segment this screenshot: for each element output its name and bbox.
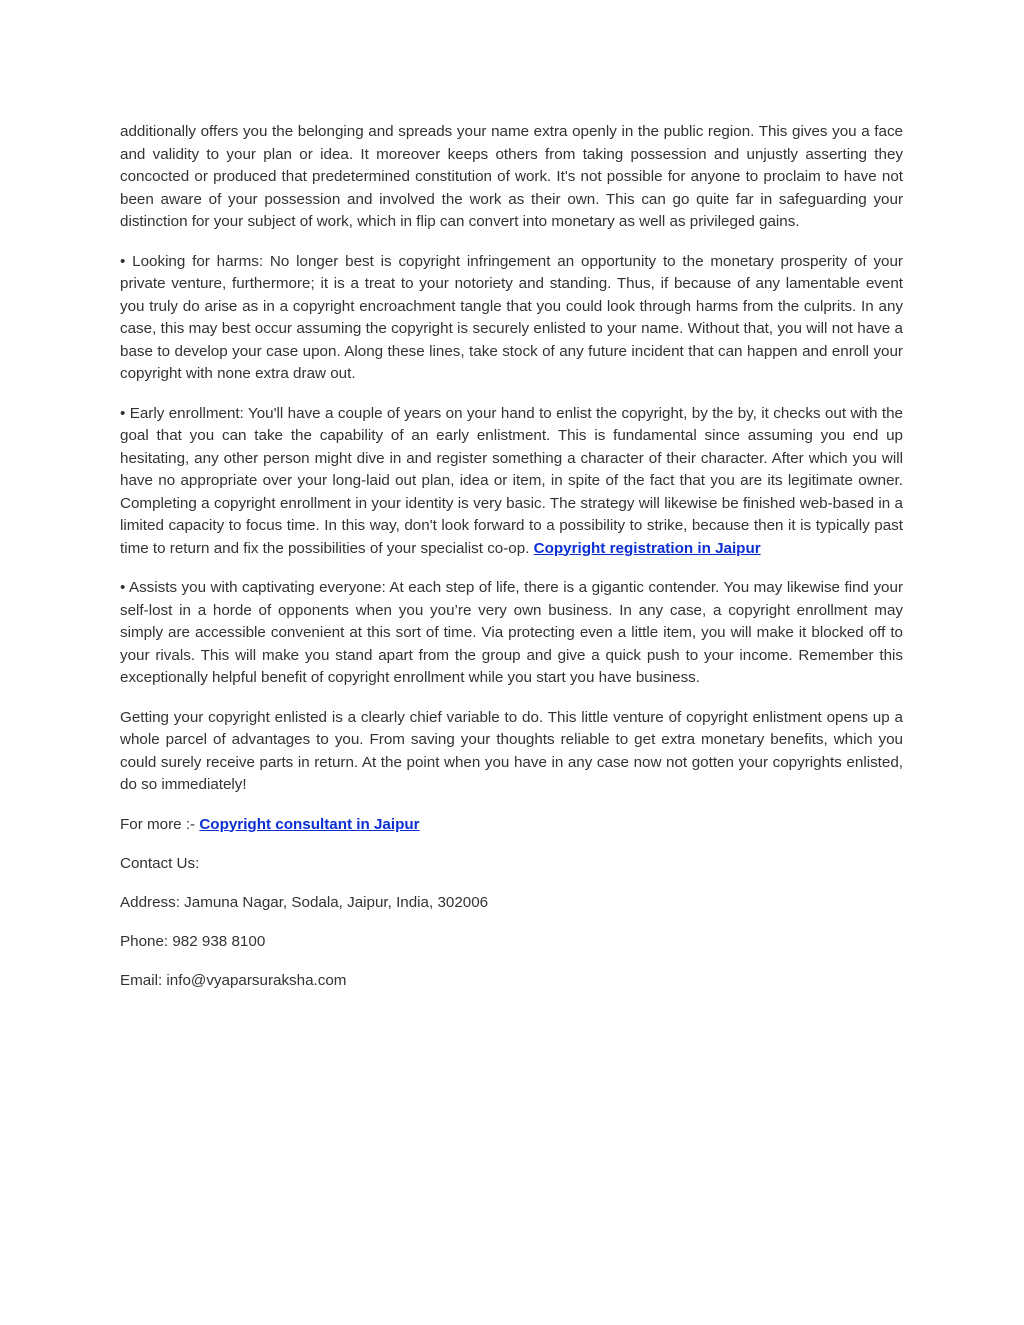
paragraph-looking-for-harms: • Looking for harms: No longer best is copyright infringement an opportunity to the monetary prosperity of your private venture, furthermore; it is a treat to your notoriety and standing. Thus, if because of any lamentable event you truly do arise as in a copyright encroachment tangle that you could look through harms from the culprits. In any case, this may best occur assuming the copyright is securely enlisted to your name. Without that, you will not have a base to develop your case upon. Along these lines, take stock of any future incident that can happen and enroll your copyright with none extra draw out. [120, 252, 903, 382]
document-body [120, 121, 903, 1009]
contact-email: Email: info@vyaparsuraksha.com [120, 971, 347, 989]
contact-heading: Contact Us: [120, 854, 200, 872]
paragraph-conclusion: Getting your copyright enlisted is a clearly chief variable to do. This little venture of copyright enlistment opens up a whole parcel of advantages to you. From saving your thoughts reliable to get extra monetary benefits, which you could surely receive parts in return. At the point when you have in any case now not gotten your copyrights enlisted, do so immediately! [120, 708, 903, 793]
for-more-label: For more :- [120, 815, 200, 833]
paragraph-captivating-everyone: • Assists you with captivating everyone: At each step of life, there is a gigantic contender. You may likewise find your self-lost in a horde of opponents when you you’re very own business. In any case, a copyright enrollment may simply are accessible convenient at this sort of time. Via protecting even a little item, you will make it blocked off to your rivals. This will make you stand apart from the group and give a quick push to your income. Remember this exceptionally helpful benefit of copyright enrollment while you start you have business. [120, 579, 903, 686]
copyright-consultant-link[interactable]: Copyright consultant in Jaipur [199, 815, 420, 833]
contact-address: Address: Jamuna Nagar, Sodala, Jaipur, India, 302006 [120, 893, 489, 911]
contact-phone: Phone: 982 938 8100 [120, 932, 266, 950]
paragraph-ownership: additionally offers you the belonging and spreads your name extra openly in the public region. This gives you a face and validity to your plan or idea. It moreover keeps others from taking possession and unjustly asserting they concocted or produced that predetermined constitution of work. It's not possible for anyone to proclaim to have not been aware of your possession and involved the work as their own. This can go quite far in safeguarding your distinction for your subject of work, which in flip can convert into monetary as well as privileged gains. [120, 123, 903, 230]
paragraph-early-enrollment-text: • Early enrollment: You'll have a couple of years on your hand to enlist the copyright, by the by, it checks out with the goal that you can take the capability of an early enlistment. This is fundamental since assuming you end up hesitating, any other person might dive in and register something a character of their character. After which you will have no appropriate over your long-laid out plan, idea or item, in spite of the fact that you are its legitimate owner. Completing a copyright enrollment in your identity is very basic. The strategy will likewise be finished web-based in a limited capacity to focus time. In this way, don't look forward to a possibility to strike, because then it is typically past time to return and fix the possibilities of your specialist co-op. [120, 404, 903, 557]
paragraph-early-enrollment [120, 403, 903, 561]
copyright-registration-link[interactable]: Copyright registration in Jaipur [533, 539, 761, 557]
for-more-line [120, 814, 903, 837]
